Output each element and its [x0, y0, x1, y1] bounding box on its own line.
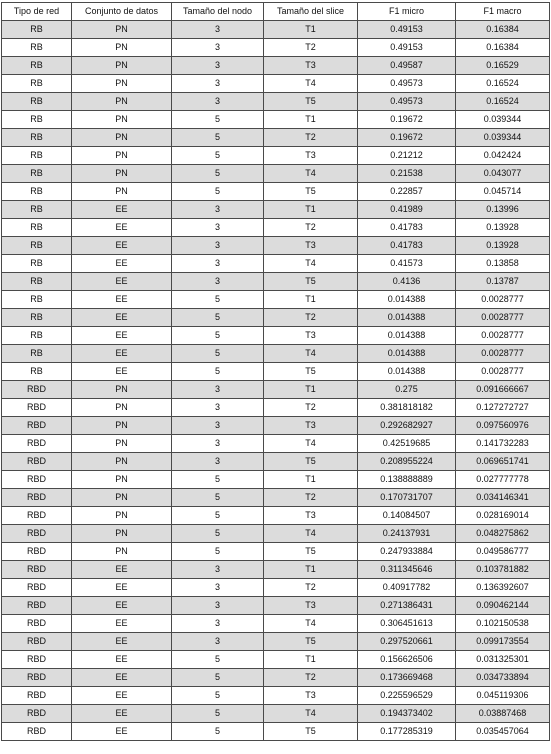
cell-f1-micro: 0.170731707: [358, 489, 456, 507]
cell-conjunto-de-datos: PN: [72, 111, 172, 129]
cell-tipo-de-red: RBD: [2, 543, 72, 561]
table-row: [2, 651, 550, 669]
cell-tamano-del-nodo: 3: [172, 597, 264, 615]
cell-f1-macro: 0.091666667: [456, 381, 550, 399]
table-row: [2, 489, 550, 507]
table-row: [2, 471, 550, 489]
cell-f1-micro: 0.247933884: [358, 543, 456, 561]
cell-tipo-de-red: RB: [2, 273, 72, 291]
cell-conjunto-de-datos: PN: [72, 147, 172, 165]
cell-f1-macro: 0.027777778: [456, 471, 550, 489]
cell-tamano-del-nodo: 3: [172, 255, 264, 273]
cell-tamano-del-slice: T3: [264, 237, 358, 255]
table-row: [2, 561, 550, 579]
cell-tipo-de-red: RBD: [2, 651, 72, 669]
cell-tamano-del-nodo: 3: [172, 93, 264, 111]
header-f1-micro: F1 micro: [358, 3, 456, 21]
cell-f1-macro: 0.03887468: [456, 705, 550, 723]
cell-tamano-del-slice: T1: [264, 111, 358, 129]
cell-tamano-del-nodo: 5: [172, 111, 264, 129]
cell-conjunto-de-datos: EE: [72, 723, 172, 741]
cell-conjunto-de-datos: EE: [72, 669, 172, 687]
cell-tipo-de-red: RBD: [2, 669, 72, 687]
cell-tamano-del-slice: T2: [264, 129, 358, 147]
cell-f1-macro: 0.048275862: [456, 525, 550, 543]
cell-f1-micro: 0.21538: [358, 165, 456, 183]
cell-tipo-de-red: RBD: [2, 399, 72, 417]
cell-tipo-de-red: RB: [2, 345, 72, 363]
cell-tamano-del-nodo: 3: [172, 75, 264, 93]
cell-tamano-del-nodo: 5: [172, 669, 264, 687]
cell-tamano-del-slice: T5: [264, 93, 358, 111]
cell-conjunto-de-datos: PN: [72, 183, 172, 201]
cell-f1-micro: 0.49153: [358, 21, 456, 39]
table-row: [2, 237, 550, 255]
cell-tamano-del-slice: T5: [264, 633, 358, 651]
cell-tamano-del-slice: T3: [264, 507, 358, 525]
cell-f1-micro: 0.138888889: [358, 471, 456, 489]
cell-f1-macro: 0.039344: [456, 129, 550, 147]
cell-f1-macro: 0.16524: [456, 93, 550, 111]
cell-f1-macro: 0.031325301: [456, 651, 550, 669]
cell-conjunto-de-datos: EE: [72, 201, 172, 219]
cell-tamano-del-nodo: 5: [172, 327, 264, 345]
table-row: [2, 57, 550, 75]
cell-f1-micro: 0.014388: [358, 345, 456, 363]
cell-conjunto-de-datos: PN: [72, 57, 172, 75]
cell-f1-macro: 0.0028777: [456, 309, 550, 327]
table-row: [2, 669, 550, 687]
cell-tamano-del-nodo: 3: [172, 237, 264, 255]
cell-tipo-de-red: RB: [2, 129, 72, 147]
table-row: [2, 507, 550, 525]
cell-tamano-del-slice: T4: [264, 435, 358, 453]
cell-conjunto-de-datos: PN: [72, 525, 172, 543]
cell-f1-micro: 0.275: [358, 381, 456, 399]
cell-tamano-del-nodo: 5: [172, 525, 264, 543]
cell-tipo-de-red: RBD: [2, 579, 72, 597]
cell-f1-macro: 0.0028777: [456, 327, 550, 345]
cell-tamano-del-nodo: 3: [172, 219, 264, 237]
cell-tamano-del-slice: T5: [264, 543, 358, 561]
cell-f1-micro: 0.225596529: [358, 687, 456, 705]
cell-tamano-del-slice: T3: [264, 417, 358, 435]
cell-tamano-del-nodo: 3: [172, 39, 264, 57]
cell-tamano-del-nodo: 3: [172, 579, 264, 597]
cell-tamano-del-slice: T3: [264, 57, 358, 75]
cell-f1-micro: 0.208955224: [358, 453, 456, 471]
table-row: [2, 165, 550, 183]
table-row: [2, 705, 550, 723]
cell-tipo-de-red: RB: [2, 183, 72, 201]
cell-tamano-del-slice: T4: [264, 615, 358, 633]
cell-f1-macro: 0.043077: [456, 165, 550, 183]
cell-tamano-del-nodo: 5: [172, 687, 264, 705]
table-row: [2, 525, 550, 543]
cell-f1-micro: 0.42519685: [358, 435, 456, 453]
cell-tipo-de-red: RB: [2, 111, 72, 129]
cell-tamano-del-slice: T4: [264, 255, 358, 273]
cell-f1-macro: 0.13858: [456, 255, 550, 273]
cell-tamano-del-slice: T3: [264, 597, 358, 615]
cell-conjunto-de-datos: PN: [72, 435, 172, 453]
table-row: [2, 345, 550, 363]
cell-f1-micro: 0.22857: [358, 183, 456, 201]
cell-tipo-de-red: RB: [2, 309, 72, 327]
cell-f1-micro: 0.014388: [358, 291, 456, 309]
cell-conjunto-de-datos: PN: [72, 489, 172, 507]
cell-f1-macro: 0.102150538: [456, 615, 550, 633]
cell-f1-micro: 0.292682927: [358, 417, 456, 435]
cell-tipo-de-red: RBD: [2, 705, 72, 723]
cell-tipo-de-red: RBD: [2, 489, 72, 507]
cell-f1-macro: 0.045119306: [456, 687, 550, 705]
cell-tamano-del-nodo: 5: [172, 723, 264, 741]
header-conjunto-de-datos: Conjunto de datos: [72, 3, 172, 21]
table-row: [2, 543, 550, 561]
table-row: [2, 579, 550, 597]
cell-tamano-del-slice: T3: [264, 687, 358, 705]
cell-f1-macro: 0.13787: [456, 273, 550, 291]
cell-f1-macro: 0.136392607: [456, 579, 550, 597]
cell-f1-macro: 0.127272727: [456, 399, 550, 417]
cell-conjunto-de-datos: EE: [72, 615, 172, 633]
cell-f1-micro: 0.156626506: [358, 651, 456, 669]
table-row: [2, 723, 550, 741]
cell-tipo-de-red: RBD: [2, 507, 72, 525]
cell-tipo-de-red: RBD: [2, 471, 72, 489]
results-table: [1, 2, 550, 741]
cell-tipo-de-red: RBD: [2, 687, 72, 705]
cell-f1-micro: 0.19672: [358, 111, 456, 129]
cell-tipo-de-red: RB: [2, 147, 72, 165]
cell-tipo-de-red: RB: [2, 75, 72, 93]
cell-tipo-de-red: RB: [2, 255, 72, 273]
cell-f1-macro: 0.16384: [456, 21, 550, 39]
cell-conjunto-de-datos: EE: [72, 255, 172, 273]
cell-f1-macro: 0.13928: [456, 237, 550, 255]
cell-tamano-del-slice: T5: [264, 273, 358, 291]
table-row: [2, 633, 550, 651]
cell-f1-micro: 0.40917782: [358, 579, 456, 597]
table-row: [2, 39, 550, 57]
cell-tamano-del-slice: T4: [264, 165, 358, 183]
table-row: [2, 273, 550, 291]
cell-tipo-de-red: RB: [2, 93, 72, 111]
cell-tamano-del-slice: T1: [264, 561, 358, 579]
cell-f1-macro: 0.13928: [456, 219, 550, 237]
cell-conjunto-de-datos: EE: [72, 579, 172, 597]
cell-tamano-del-slice: T2: [264, 219, 358, 237]
table-row: [2, 417, 550, 435]
cell-tipo-de-red: RB: [2, 39, 72, 57]
cell-f1-micro: 0.381818182: [358, 399, 456, 417]
cell-tamano-del-slice: T2: [264, 669, 358, 687]
table-row: [2, 129, 550, 147]
table-row: [2, 309, 550, 327]
cell-tipo-de-red: RBD: [2, 525, 72, 543]
cell-tamano-del-slice: T3: [264, 327, 358, 345]
header-tipo-de-red: Tipo de red: [2, 3, 72, 21]
cell-f1-micro: 0.41783: [358, 237, 456, 255]
cell-tamano-del-slice: T5: [264, 723, 358, 741]
cell-conjunto-de-datos: PN: [72, 453, 172, 471]
cell-f1-macro: 0.090462144: [456, 597, 550, 615]
header-tamano-del-nodo: Tamaño del nodo: [172, 3, 264, 21]
cell-tamano-del-nodo: 3: [172, 615, 264, 633]
cell-conjunto-de-datos: PN: [72, 507, 172, 525]
cell-tipo-de-red: RB: [2, 237, 72, 255]
cell-f1-macro: 0.097560976: [456, 417, 550, 435]
cell-tamano-del-nodo: 5: [172, 705, 264, 723]
cell-tamano-del-nodo: 5: [172, 651, 264, 669]
table-row: [2, 21, 550, 39]
cell-tamano-del-nodo: 3: [172, 201, 264, 219]
cell-f1-micro: 0.49587: [358, 57, 456, 75]
cell-tamano-del-nodo: 5: [172, 471, 264, 489]
cell-tamano-del-nodo: 3: [172, 21, 264, 39]
table-row: [2, 615, 550, 633]
cell-tipo-de-red: RBD: [2, 615, 72, 633]
table-row: [2, 435, 550, 453]
cell-tamano-del-nodo: 3: [172, 273, 264, 291]
cell-tipo-de-red: RB: [2, 219, 72, 237]
table-row: [2, 255, 550, 273]
cell-tamano-del-nodo: 5: [172, 363, 264, 381]
table-row: [2, 201, 550, 219]
cell-f1-micro: 0.14084507: [358, 507, 456, 525]
cell-f1-macro: 0.16384: [456, 39, 550, 57]
cell-tamano-del-nodo: 5: [172, 489, 264, 507]
cell-f1-macro: 0.16524: [456, 75, 550, 93]
cell-tamano-del-nodo: 5: [172, 309, 264, 327]
table-row: [2, 291, 550, 309]
cell-f1-micro: 0.194373402: [358, 705, 456, 723]
cell-f1-macro: 0.0028777: [456, 363, 550, 381]
cell-tamano-del-slice: T1: [264, 21, 358, 39]
cell-tamano-del-nodo: 5: [172, 543, 264, 561]
cell-tamano-del-nodo: 5: [172, 507, 264, 525]
cell-tipo-de-red: RB: [2, 57, 72, 75]
cell-f1-micro: 0.014388: [358, 363, 456, 381]
cell-f1-macro: 0.16529: [456, 57, 550, 75]
cell-tamano-del-nodo: 5: [172, 129, 264, 147]
cell-f1-macro: 0.035457064: [456, 723, 550, 741]
cell-conjunto-de-datos: EE: [72, 633, 172, 651]
cell-tamano-del-slice: T2: [264, 39, 358, 57]
cell-f1-micro: 0.49153: [358, 39, 456, 57]
cell-tamano-del-nodo: 3: [172, 561, 264, 579]
cell-tipo-de-red: RBD: [2, 435, 72, 453]
cell-conjunto-de-datos: PN: [72, 399, 172, 417]
cell-f1-macro: 0.039344: [456, 111, 550, 129]
cell-tamano-del-nodo: 5: [172, 291, 264, 309]
cell-conjunto-de-datos: EE: [72, 309, 172, 327]
cell-tamano-del-slice: T4: [264, 525, 358, 543]
cell-tipo-de-red: RB: [2, 291, 72, 309]
cell-f1-macro: 0.099173554: [456, 633, 550, 651]
cell-conjunto-de-datos: PN: [72, 165, 172, 183]
cell-tamano-del-slice: T4: [264, 705, 358, 723]
cell-f1-micro: 0.19672: [358, 129, 456, 147]
cell-conjunto-de-datos: EE: [72, 561, 172, 579]
cell-f1-micro: 0.21212: [358, 147, 456, 165]
table-row: [2, 111, 550, 129]
table-row: [2, 327, 550, 345]
cell-tamano-del-slice: T2: [264, 489, 358, 507]
cell-f1-micro: 0.173669468: [358, 669, 456, 687]
cell-f1-macro: 0.0028777: [456, 345, 550, 363]
cell-conjunto-de-datos: EE: [72, 291, 172, 309]
cell-tipo-de-red: RB: [2, 165, 72, 183]
table-row: [2, 219, 550, 237]
cell-tipo-de-red: RB: [2, 327, 72, 345]
cell-tipo-de-red: RB: [2, 21, 72, 39]
cell-tamano-del-slice: T2: [264, 399, 358, 417]
cell-conjunto-de-datos: EE: [72, 327, 172, 345]
cell-conjunto-de-datos: EE: [72, 273, 172, 291]
cell-f1-macro: 0.034733894: [456, 669, 550, 687]
header-f1-macro: F1 macro: [456, 3, 550, 21]
cell-tipo-de-red: RBD: [2, 381, 72, 399]
table-row: [2, 93, 550, 111]
table-row: [2, 597, 550, 615]
cell-tipo-de-red: RBD: [2, 597, 72, 615]
cell-tamano-del-slice: T1: [264, 471, 358, 489]
cell-f1-micro: 0.271386431: [358, 597, 456, 615]
cell-f1-macro: 0.028169014: [456, 507, 550, 525]
cell-tamano-del-nodo: 3: [172, 57, 264, 75]
table-row: [2, 183, 550, 201]
cell-conjunto-de-datos: EE: [72, 597, 172, 615]
cell-conjunto-de-datos: PN: [72, 21, 172, 39]
cell-conjunto-de-datos: PN: [72, 129, 172, 147]
cell-tamano-del-slice: T2: [264, 309, 358, 327]
cell-tamano-del-slice: T4: [264, 345, 358, 363]
cell-f1-macro: 0.13996: [456, 201, 550, 219]
cell-tipo-de-red: RBD: [2, 561, 72, 579]
table-row: [2, 147, 550, 165]
table-row: [2, 381, 550, 399]
cell-tamano-del-nodo: 3: [172, 381, 264, 399]
table-row: [2, 399, 550, 417]
cell-f1-macro: 0.042424: [456, 147, 550, 165]
cell-tipo-de-red: RBD: [2, 453, 72, 471]
cell-conjunto-de-datos: EE: [72, 219, 172, 237]
cell-tamano-del-slice: T1: [264, 291, 358, 309]
cell-f1-micro: 0.177285319: [358, 723, 456, 741]
cell-tamano-del-slice: T1: [264, 651, 358, 669]
cell-tipo-de-red: RBD: [2, 633, 72, 651]
table-row: [2, 453, 550, 471]
cell-f1-macro: 0.103781882: [456, 561, 550, 579]
cell-conjunto-de-datos: PN: [72, 417, 172, 435]
cell-tamano-del-nodo: 3: [172, 453, 264, 471]
cell-f1-micro: 0.24137931: [358, 525, 456, 543]
cell-tamano-del-slice: T1: [264, 201, 358, 219]
cell-tamano-del-nodo: 5: [172, 147, 264, 165]
cell-conjunto-de-datos: EE: [72, 237, 172, 255]
cell-conjunto-de-datos: PN: [72, 381, 172, 399]
cell-tamano-del-slice: T1: [264, 381, 358, 399]
cell-tamano-del-slice: T5: [264, 363, 358, 381]
cell-f1-micro: 0.41989: [358, 201, 456, 219]
cell-conjunto-de-datos: PN: [72, 543, 172, 561]
cell-f1-micro: 0.4136: [358, 273, 456, 291]
cell-tamano-del-slice: T2: [264, 579, 358, 597]
cell-tipo-de-red: RBD: [2, 417, 72, 435]
cell-tipo-de-red: RB: [2, 201, 72, 219]
cell-tamano-del-nodo: 5: [172, 345, 264, 363]
cell-conjunto-de-datos: EE: [72, 687, 172, 705]
cell-tamano-del-slice: T5: [264, 183, 358, 201]
cell-tamano-del-nodo: 3: [172, 633, 264, 651]
cell-f1-macro: 0.049586777: [456, 543, 550, 561]
cell-f1-micro: 0.306451613: [358, 615, 456, 633]
cell-f1-macro: 0.0028777: [456, 291, 550, 309]
cell-tamano-del-slice: T3: [264, 147, 358, 165]
cell-tipo-de-red: RBD: [2, 723, 72, 741]
cell-tamano-del-nodo: 5: [172, 183, 264, 201]
table-row: [2, 75, 550, 93]
cell-tamano-del-nodo: 3: [172, 435, 264, 453]
cell-f1-macro: 0.045714: [456, 183, 550, 201]
cell-conjunto-de-datos: EE: [72, 651, 172, 669]
cell-conjunto-de-datos: EE: [72, 345, 172, 363]
table-row: [2, 363, 550, 381]
cell-conjunto-de-datos: PN: [72, 471, 172, 489]
cell-f1-micro: 0.014388: [358, 309, 456, 327]
header-tamano-del-slice: Tamaño del slice: [264, 3, 358, 21]
cell-tamano-del-nodo: 3: [172, 399, 264, 417]
cell-conjunto-de-datos: EE: [72, 705, 172, 723]
cell-tamano-del-nodo: 3: [172, 417, 264, 435]
cell-f1-micro: 0.297520661: [358, 633, 456, 651]
cell-tipo-de-red: RB: [2, 363, 72, 381]
cell-conjunto-de-datos: PN: [72, 93, 172, 111]
cell-f1-macro: 0.141732283: [456, 435, 550, 453]
cell-tamano-del-slice: T5: [264, 453, 358, 471]
cell-f1-micro: 0.014388: [358, 327, 456, 345]
cell-conjunto-de-datos: PN: [72, 39, 172, 57]
cell-f1-micro: 0.311345646: [358, 561, 456, 579]
table-row: [2, 687, 550, 705]
cell-f1-micro: 0.49573: [358, 93, 456, 111]
header-row: [2, 3, 550, 21]
cell-tamano-del-slice: T4: [264, 75, 358, 93]
cell-f1-macro: 0.034146341: [456, 489, 550, 507]
cell-f1-micro: 0.49573: [358, 75, 456, 93]
table-body: [2, 21, 550, 741]
cell-conjunto-de-datos: PN: [72, 75, 172, 93]
cell-f1-macro: 0.069651741: [456, 453, 550, 471]
cell-tamano-del-nodo: 5: [172, 165, 264, 183]
cell-f1-micro: 0.41783: [358, 219, 456, 237]
cell-conjunto-de-datos: EE: [72, 363, 172, 381]
cell-f1-micro: 0.41573: [358, 255, 456, 273]
